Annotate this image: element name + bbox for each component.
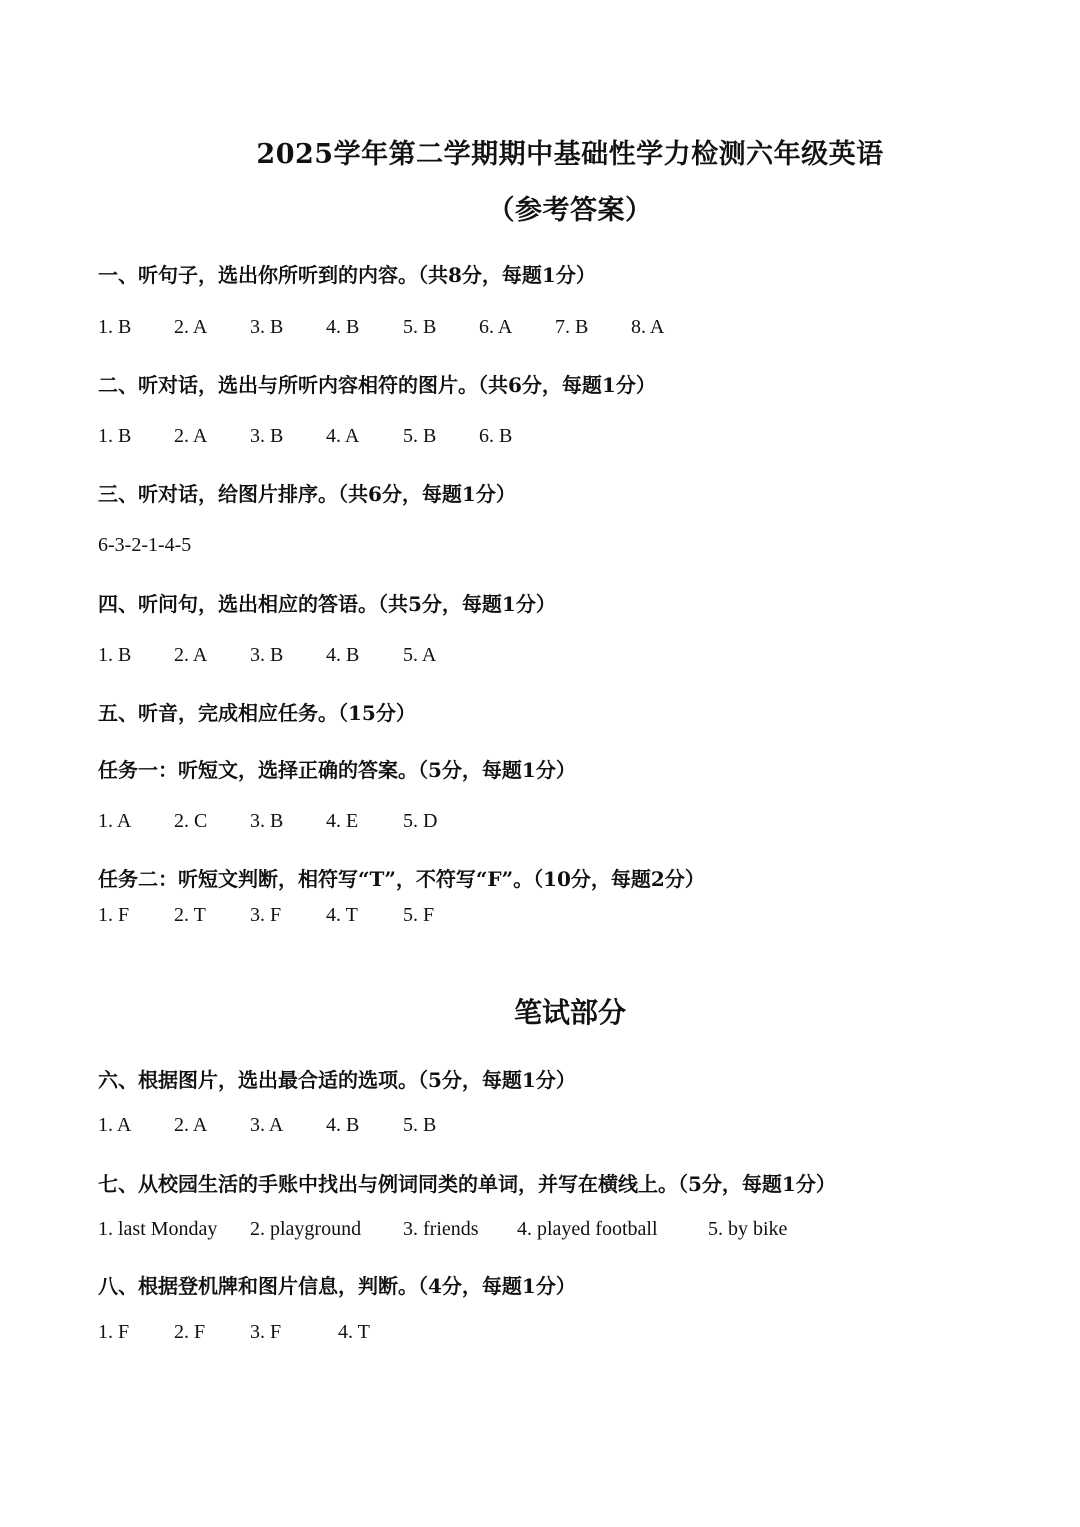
task-heading-2: 任务二：听短文判断，相符写“T”，不符写“F”。（10分，每题2分） <box>98 867 705 891</box>
section-heading-8: 八、根据登机牌和图片信息，判断。（4分，每题1分） <box>98 1274 576 1298</box>
document-title: 2025学年第二学期期中基础性学力检测六年级英语 <box>256 139 884 170</box>
answer-item: 1. F <box>98 904 130 926</box>
task-heading-1: 任务一：听短文，选择正确的答案。（5分，每题1分） <box>98 758 576 782</box>
answer-item: 2. A <box>174 316 208 338</box>
answer-item: 2. C <box>174 810 208 832</box>
answer-item: 4. played football <box>517 1218 658 1240</box>
answer-item: 4. T <box>338 1321 370 1343</box>
answer-item: 2. A <box>174 425 208 447</box>
answer-item: 6. B <box>479 425 513 447</box>
answer-item: 3. friends <box>403 1218 479 1240</box>
answer-item: 2. T <box>174 904 206 926</box>
answer-item: 1. A <box>98 810 132 832</box>
answer-item: 5. A <box>403 644 437 666</box>
answer-item: 4. B <box>326 1114 360 1136</box>
answer-item: 4. B <box>326 316 360 338</box>
answer-item: 1. F <box>98 1321 130 1343</box>
answer-item: 1. B <box>98 316 132 338</box>
answer-item: 8. A <box>631 316 665 338</box>
answer-item: 5. B <box>403 1114 437 1136</box>
answer-item: 3. A <box>250 1114 284 1136</box>
answer-item: 5. F <box>403 904 435 926</box>
section-heading-2: 二、听对话，选出与所听内容相符的图片。（共6分，每题1分） <box>98 373 656 397</box>
answer-item: 4. A <box>326 425 360 447</box>
answer-item: 3. F <box>250 1321 282 1343</box>
answer-item: 2. A <box>174 1114 208 1136</box>
answer-item: 1. A <box>98 1114 132 1136</box>
answer-item: 4. B <box>326 644 360 666</box>
answer-item: 2. F <box>174 1321 206 1343</box>
answer-item: 3. B <box>250 810 284 832</box>
answer-item: 7. B <box>555 316 589 338</box>
section-heading-3: 三、听对话，给图片排序。（共6分，每题1分） <box>98 482 516 506</box>
section-heading-5: 五、听音，完成相应任务。（15分） <box>98 701 416 725</box>
section-heading-4: 四、听问句，选出相应的答语。（共5分，每题1分） <box>98 592 556 616</box>
answer-item: 4. E <box>326 810 359 832</box>
answer-item: 3. B <box>250 316 284 338</box>
document-subtitle: （参考答案） <box>487 195 653 226</box>
answer-item: 3. B <box>250 644 284 666</box>
answer-item: 5. B <box>403 425 437 447</box>
answer-item: 4. T <box>326 904 358 926</box>
answer-item: 3. B <box>250 425 284 447</box>
answer-item: 2. A <box>174 644 208 666</box>
answer-item: 5. by bike <box>708 1218 788 1240</box>
answer-item: 6-3-2-1-4-5 <box>98 534 192 556</box>
answer-item: 5. B <box>403 316 437 338</box>
section-heading-6: 六、根据图片，选出最合适的选项。（5分，每题1分） <box>98 1068 576 1092</box>
answer-item: 1. last Monday <box>98 1218 218 1240</box>
answer-item: 2. playground <box>250 1218 362 1240</box>
answer-item: 1. B <box>98 425 132 447</box>
section-heading-1: 一、听句子，选出你所听到的内容。（共8分，每题1分） <box>98 263 596 287</box>
answer-item: 1. B <box>98 644 132 666</box>
answer-item: 3. F <box>250 904 282 926</box>
answer-item: 6. A <box>479 316 513 338</box>
section-heading-7: 七、从校园生活的手账中找出与例词同类的单词，并写在横线上。（5分，每题1分） <box>98 1172 836 1196</box>
answer-item: 5. D <box>403 810 438 832</box>
written-part-heading: 笔试部分 <box>513 996 626 1029</box>
